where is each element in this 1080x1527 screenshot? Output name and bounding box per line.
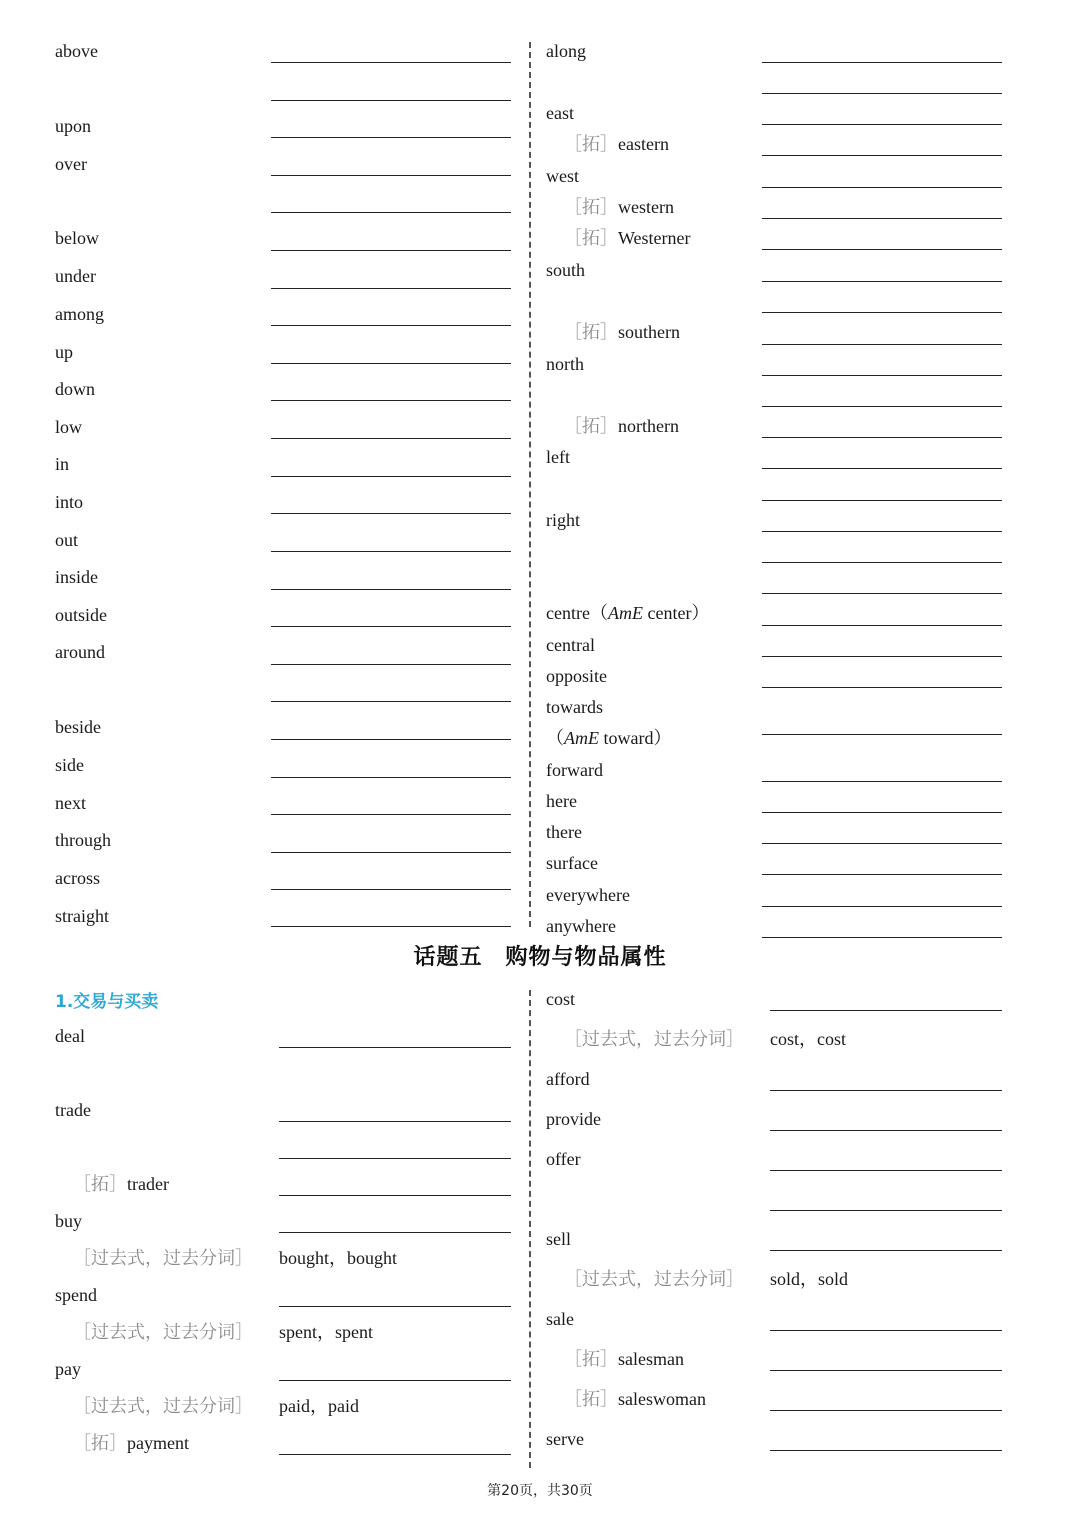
answer-blank[interactable]	[770, 1450, 1002, 1451]
answer-blank[interactable]	[271, 476, 511, 477]
answer-blank[interactable]	[762, 62, 1002, 63]
word-western	[564, 196, 674, 218]
word-inside: inside	[55, 567, 98, 587]
answer-blank[interactable]	[762, 375, 1002, 376]
answer-blank[interactable]	[762, 906, 1002, 907]
word-beside: beside	[55, 717, 101, 737]
answer-blank[interactable]	[271, 852, 511, 853]
past-forms-tag: ［过去式，过去分词］	[564, 1029, 744, 1049]
answer-blank[interactable]	[271, 889, 511, 890]
answer-blank[interactable]	[762, 437, 1002, 438]
answer-blank[interactable]	[271, 212, 511, 213]
word-surface: surface	[546, 853, 598, 873]
word-left: left	[546, 447, 570, 467]
extension-tag: ［拓］	[564, 1389, 618, 1409]
answer-blank[interactable]	[279, 1047, 511, 1048]
word-salesman-label: salesman	[618, 1349, 684, 1369]
answer-blank[interactable]	[770, 1130, 1002, 1131]
answer-blank[interactable]	[762, 500, 1002, 501]
answer-blank[interactable]	[271, 513, 511, 514]
answer-blank[interactable]	[271, 626, 511, 627]
word-out: out	[55, 530, 79, 550]
answer-blank[interactable]	[279, 1306, 511, 1307]
word-sale: sale	[546, 1309, 574, 1329]
word-serve: serve	[546, 1429, 584, 1449]
word-centre-label: centre（	[546, 603, 608, 623]
word-northern-label: northern	[618, 416, 679, 436]
word-spend: spend	[55, 1285, 97, 1305]
answer-blank[interactable]	[762, 937, 1002, 938]
word-there: there	[546, 822, 582, 842]
answer-blank[interactable]	[271, 438, 511, 439]
answer-blank[interactable]	[271, 701, 511, 702]
answer-blank[interactable]	[271, 62, 511, 63]
word-buy: buy	[55, 1211, 82, 1231]
word-central: central	[546, 635, 595, 655]
answer-blank[interactable]	[770, 1370, 1002, 1371]
word-east: east	[546, 103, 574, 123]
word-afford: afford	[546, 1069, 590, 1089]
extension-tag: ［拓］	[564, 197, 618, 217]
answer-blank[interactable]	[762, 531, 1002, 532]
word-saleswoman-label: saleswoman	[618, 1389, 706, 1409]
answer-blank[interactable]	[271, 175, 511, 176]
past-forms-pay: paid，paid	[279, 1396, 359, 1416]
word-offer: offer	[546, 1149, 581, 1169]
answer-blank[interactable]	[762, 734, 1002, 735]
extension-tag: ［拓］	[564, 322, 618, 342]
word-saleswoman	[564, 1388, 706, 1410]
past-forms-spend: spent，spent	[279, 1322, 373, 1342]
word-around: around	[55, 642, 105, 662]
answer-blank[interactable]	[271, 100, 511, 101]
word-north: north	[546, 354, 584, 374]
word-through: through	[55, 830, 111, 850]
column-divider	[529, 42, 531, 927]
word-opposite: opposite	[546, 666, 607, 686]
answer-blank[interactable]	[271, 589, 511, 590]
subsection-heading: 1.交易与买卖	[55, 992, 159, 1012]
word-towards: towards	[546, 697, 603, 717]
word-in: in	[55, 454, 70, 474]
word-along: along	[546, 41, 586, 61]
word-outside: outside	[55, 605, 107, 625]
word-cost: cost	[546, 989, 575, 1009]
past-forms-cost: cost，cost	[770, 1029, 846, 1049]
answer-blank[interactable]	[762, 312, 1002, 313]
past-forms-tag: ［过去式，过去分词］	[73, 1396, 253, 1416]
word-forward: forward	[546, 760, 603, 780]
word-over: over	[55, 154, 87, 174]
answer-blank[interactable]	[271, 288, 511, 289]
answer-blank[interactable]	[762, 656, 1002, 657]
word-eastern-label: eastern	[618, 134, 669, 154]
word-west: west	[546, 166, 579, 186]
extension-tag: ［拓］	[564, 228, 618, 248]
word-southern-label: southern	[618, 322, 680, 342]
answer-blank[interactable]	[770, 1250, 1002, 1251]
answer-blank[interactable]	[770, 1330, 1002, 1331]
paren-open: （	[546, 728, 564, 748]
extension-tag: ［拓］	[564, 416, 618, 436]
topic-title: 话题五 购物与物品属性	[413, 945, 667, 970]
ame-label: AmE	[607, 603, 643, 623]
word-anywhere: anywhere	[546, 916, 616, 936]
answer-blank[interactable]	[271, 551, 511, 552]
answer-blank[interactable]	[762, 781, 1002, 782]
answer-blank[interactable]	[762, 593, 1002, 594]
answer-blank[interactable]	[762, 249, 1002, 250]
word-below: below	[55, 228, 99, 248]
word-pay: pay	[55, 1359, 81, 1379]
word-northern	[564, 415, 679, 437]
answer-blank[interactable]	[762, 687, 1002, 688]
word-here: here	[546, 791, 577, 811]
answer-blank[interactable]	[271, 250, 511, 251]
answer-blank[interactable]	[271, 777, 511, 778]
word-across: across	[55, 868, 100, 888]
word-south: south	[546, 260, 586, 280]
answer-blank[interactable]	[271, 664, 511, 665]
word-southern	[564, 321, 680, 343]
word-provide: provide	[546, 1109, 601, 1129]
word-toward-alt: toward）	[599, 728, 672, 748]
answer-blank[interactable]	[762, 843, 1002, 844]
answer-blank[interactable]	[279, 1158, 511, 1159]
answer-blank[interactable]	[762, 155, 1002, 156]
word-under: under	[55, 266, 96, 286]
past-forms-buy: bought，bought	[279, 1248, 398, 1268]
page-number: 第20页，共30页	[487, 1483, 593, 1499]
word-everywhere: everywhere	[546, 885, 630, 905]
answer-blank[interactable]	[770, 1170, 1002, 1171]
answer-blank[interactable]	[762, 562, 1002, 563]
column-divider	[529, 990, 531, 1468]
answer-blank[interactable]	[271, 325, 511, 326]
extension-tag: ［拓］	[73, 1433, 127, 1453]
answer-blank[interactable]	[271, 814, 511, 815]
past-forms-sell: sold，sold	[770, 1269, 849, 1289]
answer-blank[interactable]	[770, 1010, 1002, 1011]
answer-blank[interactable]	[762, 187, 1002, 188]
past-forms-tag: ［过去式，过去分词］	[73, 1322, 253, 1342]
word-side: side	[55, 755, 84, 775]
word-next: next	[55, 793, 86, 813]
answer-blank[interactable]	[762, 874, 1002, 875]
word-trader	[73, 1173, 169, 1195]
answer-blank[interactable]	[762, 625, 1002, 626]
answer-blank[interactable]	[271, 926, 511, 927]
answer-blank[interactable]	[762, 281, 1002, 282]
answer-blank[interactable]	[271, 363, 511, 364]
answer-blank[interactable]	[279, 1232, 511, 1233]
word-toward	[546, 727, 671, 749]
past-forms-tag: ［过去式，过去分词］	[564, 1269, 744, 1289]
answer-blank[interactable]	[762, 406, 1002, 407]
word-straight: straight	[55, 906, 109, 926]
word-centre-alt: center）	[642, 603, 710, 623]
answer-blank[interactable]	[762, 344, 1002, 345]
answer-blank[interactable]	[279, 1195, 511, 1196]
word-upon: upon	[55, 116, 91, 136]
word-sell: sell	[546, 1229, 571, 1249]
word-centre	[546, 602, 709, 624]
answer-blank[interactable]	[762, 812, 1002, 813]
answer-blank[interactable]	[279, 1121, 511, 1122]
answer-blank[interactable]	[762, 124, 1002, 125]
extension-tag: ［拓］	[564, 134, 618, 154]
word-salesman	[564, 1348, 684, 1370]
word-among: among	[55, 304, 104, 324]
answer-blank[interactable]	[271, 137, 511, 138]
answer-blank[interactable]	[271, 400, 511, 401]
ame-label: AmE	[564, 728, 599, 748]
answer-blank[interactable]	[762, 468, 1002, 469]
word-down: down	[55, 379, 95, 399]
answer-blank[interactable]	[770, 1090, 1002, 1091]
answer-blank[interactable]	[279, 1380, 511, 1381]
word-eastern	[564, 133, 669, 155]
answer-blank[interactable]	[762, 218, 1002, 219]
answer-blank[interactable]	[762, 93, 1002, 94]
answer-blank[interactable]	[770, 1210, 1002, 1211]
word-westerner-label: Westerner	[618, 228, 691, 248]
word-above: above	[55, 41, 98, 61]
word-deal: deal	[55, 1026, 85, 1046]
extension-tag: ［拓］	[73, 1174, 127, 1194]
answer-blank[interactable]	[271, 739, 511, 740]
extension-tag: ［拓］	[564, 1349, 618, 1369]
word-trade: trade	[55, 1100, 91, 1120]
word-low: low	[55, 417, 82, 437]
word-up: up	[55, 342, 73, 362]
word-westerner	[564, 227, 691, 249]
word-western-label: western	[618, 197, 674, 217]
word-trader-label: trader	[127, 1174, 169, 1194]
past-forms-tag: ［过去式，过去分词］	[73, 1248, 253, 1268]
answer-blank[interactable]	[770, 1410, 1002, 1411]
answer-blank[interactable]	[279, 1454, 511, 1455]
word-payment	[73, 1432, 189, 1454]
word-payment-label: payment	[127, 1433, 189, 1453]
word-right: right	[546, 510, 580, 530]
word-into: into	[55, 492, 84, 512]
